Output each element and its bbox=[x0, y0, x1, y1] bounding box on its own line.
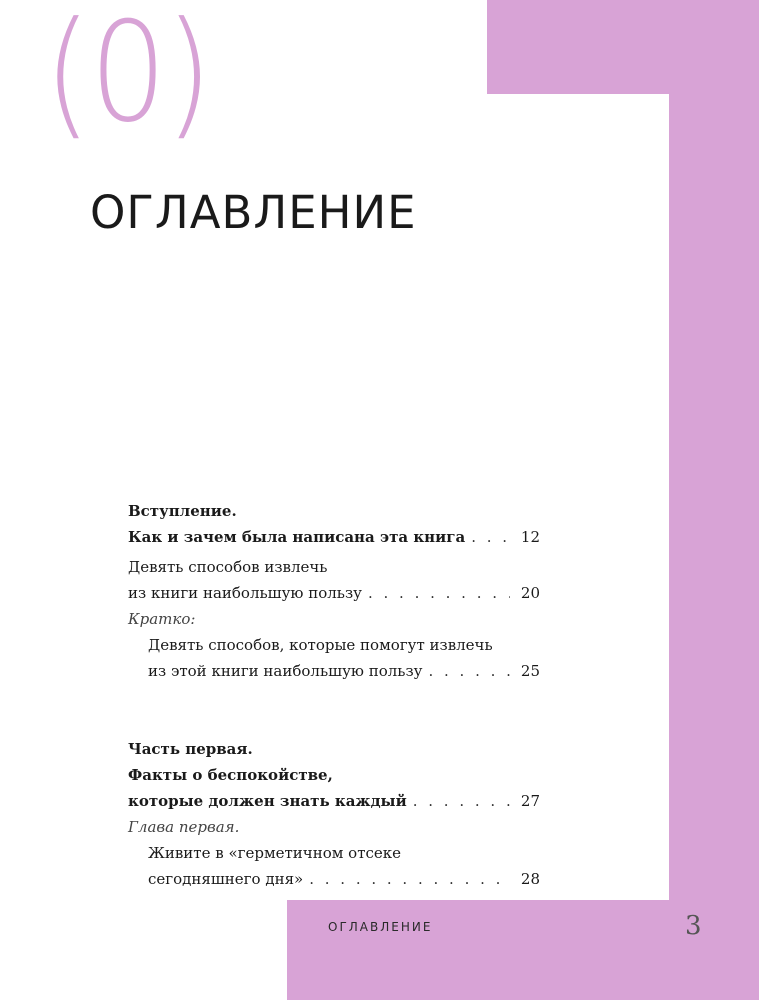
toc-entry-title: Как и зачем была написана эта книга bbox=[128, 528, 466, 546]
dot-leader bbox=[428, 658, 510, 684]
toc-entry-title: Живите в «герметичном отсеке bbox=[148, 844, 402, 862]
toc-entry-title: Вступление. bbox=[128, 502, 237, 520]
dot-leader bbox=[368, 580, 510, 606]
toc-entry-label: Глава первая. bbox=[128, 818, 240, 836]
toc-entry-intro[interactable] bbox=[128, 498, 540, 550]
accent-band-right bbox=[669, 0, 759, 1000]
toc-page-number: 20 bbox=[520, 584, 540, 602]
chapter-number: (0) bbox=[44, 0, 211, 153]
toc-entry-title: которые должен знать каждый bbox=[128, 792, 407, 810]
toc-page-number: 12 bbox=[520, 528, 540, 546]
toc-entry-chapter-one[interactable] bbox=[128, 814, 540, 892]
toc-entry-title: Факты о беспокойстве, bbox=[128, 766, 333, 784]
toc-entry-title: из книги наибольшую пользу bbox=[128, 584, 362, 602]
toc-entry-nine-ways[interactable] bbox=[128, 554, 540, 606]
running-footer-label: ОГЛАВЛЕНИЕ bbox=[328, 920, 433, 934]
toc-entry-title: Девять способов, которые помогут извлечь bbox=[148, 636, 493, 654]
dot-leader bbox=[471, 524, 510, 550]
page-number: 3 bbox=[685, 911, 702, 941]
toc-page-number: 27 bbox=[520, 792, 540, 810]
dot-leader bbox=[309, 866, 510, 892]
dot-leader bbox=[413, 788, 510, 814]
toc-entry-summary[interactable] bbox=[128, 606, 540, 684]
toc-entry-part-one[interactable] bbox=[128, 736, 540, 814]
toc-entry-label: Кратко: bbox=[128, 610, 196, 628]
toc-entry-title: сегодняшнего дня» bbox=[148, 870, 304, 888]
toc-entry-title: из этой книги наибольшую пользу bbox=[148, 662, 423, 680]
toc-entry-title: Часть первая. bbox=[128, 740, 253, 758]
toc-page-number: 28 bbox=[520, 870, 540, 888]
toc-entry-title: Девять способов извлечь bbox=[128, 558, 328, 576]
toc-page-number: 25 bbox=[520, 662, 540, 680]
page-title: ОГЛАВЛЕНИЕ bbox=[90, 186, 417, 239]
